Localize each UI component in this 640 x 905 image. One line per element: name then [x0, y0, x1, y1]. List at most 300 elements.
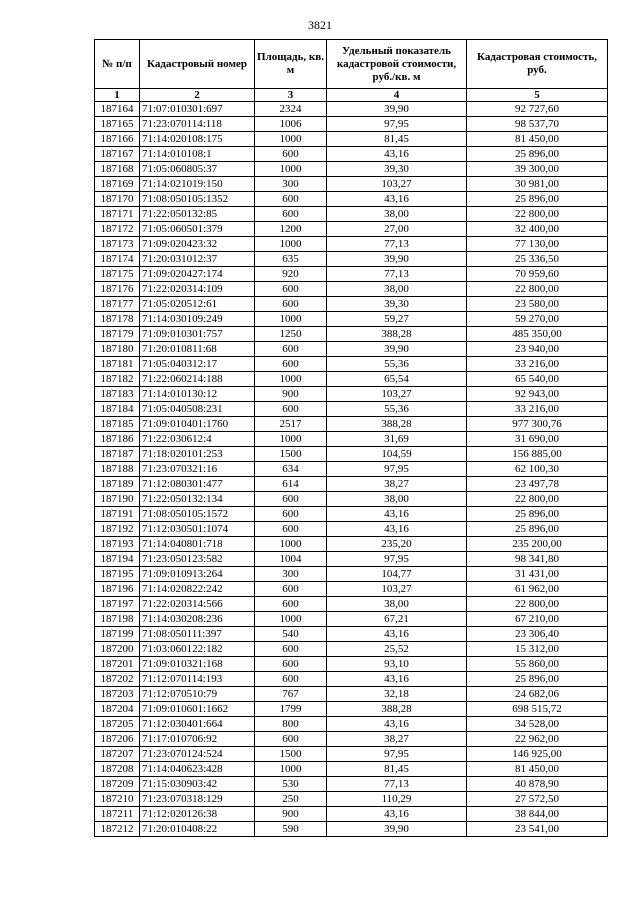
row-number-cell: 187180	[95, 342, 140, 357]
unit-rate-cell: 32,18	[327, 687, 467, 702]
unit-rate-cell: 43,16	[327, 192, 467, 207]
unit-rate-cell: 97,95	[327, 747, 467, 762]
area-cell: 1250	[255, 327, 327, 342]
cadastral-value-cell: 25 896,00	[467, 192, 608, 207]
cadastral-value-cell: 31 431,00	[467, 567, 608, 582]
cadastral-value-cell: 81 450,00	[467, 762, 608, 777]
unit-rate-cell: 77,13	[327, 237, 467, 252]
table-row	[95, 372, 608, 387]
row-number-cell: 187202	[95, 672, 140, 687]
row-number-cell: 187185	[95, 417, 140, 432]
row-number-cell: 187190	[95, 492, 140, 507]
unit-rate-cell: 38,00	[327, 282, 467, 297]
unit-rate-cell: 43,16	[327, 522, 467, 537]
unit-rate-cell: 38,00	[327, 492, 467, 507]
cadastral-value-cell: 33 216,00	[467, 402, 608, 417]
table-row	[95, 507, 608, 522]
row-number-cell: 187210	[95, 792, 140, 807]
cadastral-value-cell: 23 940,00	[467, 342, 608, 357]
header-cadastral-value: Кадастровая стоимость, руб.	[467, 40, 608, 89]
unit-rate-cell: 43,16	[327, 627, 467, 642]
unit-rate-cell: 235,20	[327, 537, 467, 552]
table-row	[95, 252, 608, 267]
area-cell: 600	[255, 597, 327, 612]
area-cell: 300	[255, 177, 327, 192]
table-header-row	[95, 40, 608, 89]
cadastral-number-cell: 71:12:070114:193	[140, 672, 255, 687]
column-number: 1	[95, 89, 140, 102]
cadastral-value-cell: 92 727,60	[467, 102, 608, 117]
row-number-cell: 187175	[95, 267, 140, 282]
unit-rate-cell: 39,30	[327, 297, 467, 312]
area-cell: 600	[255, 522, 327, 537]
cadastral-number-cell: 71:14:040623:428	[140, 762, 255, 777]
cadastral-number-cell: 71:23:070124:524	[140, 747, 255, 762]
cadastral-value-cell: 39 300,00	[467, 162, 608, 177]
row-number-cell: 187167	[95, 147, 140, 162]
table-row	[95, 267, 608, 282]
cadastral-number-cell: 71:14:020108:175	[140, 132, 255, 147]
row-number-cell: 187200	[95, 642, 140, 657]
row-number-cell: 187171	[95, 207, 140, 222]
cadastral-value-cell: 15 312,00	[467, 642, 608, 657]
cadastral-number-cell: 71:14:040801:718	[140, 537, 255, 552]
area-cell: 1000	[255, 762, 327, 777]
table-row	[95, 582, 608, 597]
cadastral-value-cell: 485 350,00	[467, 327, 608, 342]
cadastral-number-cell: 71:12:020126:38	[140, 807, 255, 822]
row-number-cell: 187169	[95, 177, 140, 192]
table-row	[95, 162, 608, 177]
cadastral-number-cell: 71:14:030208:236	[140, 612, 255, 627]
row-number-cell: 187203	[95, 687, 140, 702]
table-row	[95, 192, 608, 207]
unit-rate-cell: 38,00	[327, 597, 467, 612]
cadastral-value-cell: 23 541,00	[467, 822, 608, 837]
cadastral-number-cell: 71:23:070321:16	[140, 462, 255, 477]
row-number-cell: 187174	[95, 252, 140, 267]
row-number-cell: 187176	[95, 282, 140, 297]
row-number-cell: 187198	[95, 612, 140, 627]
row-number-cell: 187197	[95, 597, 140, 612]
table-row	[95, 477, 608, 492]
table-row	[95, 777, 608, 792]
cadastral-value-cell: 40 878,90	[467, 777, 608, 792]
unit-rate-cell: 27,00	[327, 222, 467, 237]
cadastral-number-cell: 71:14:010130:12	[140, 387, 255, 402]
cadastral-number-cell: 71:05:040508:231	[140, 402, 255, 417]
cadastral-number-cell: 71:22:030612:4	[140, 432, 255, 447]
area-cell: 1000	[255, 612, 327, 627]
unit-rate-cell: 97,95	[327, 462, 467, 477]
area-cell: 1799	[255, 702, 327, 717]
cadastral-number-cell: 71:14:020822:242	[140, 582, 255, 597]
table-row	[95, 207, 608, 222]
header-cadastral-number: Кадастровый номер	[140, 40, 255, 89]
area-cell: 600	[255, 192, 327, 207]
table-row	[95, 327, 608, 342]
table-row	[95, 522, 608, 537]
row-number-cell: 187191	[95, 507, 140, 522]
row-number-cell: 187206	[95, 732, 140, 747]
row-number-cell: 187170	[95, 192, 140, 207]
area-cell: 767	[255, 687, 327, 702]
table-row	[95, 492, 608, 507]
row-number-cell: 187186	[95, 432, 140, 447]
cadastral-value-cell: 23 306,40	[467, 627, 608, 642]
unit-rate-cell: 104,77	[327, 567, 467, 582]
row-number-cell: 187201	[95, 657, 140, 672]
cadastral-value-cell: 25 896,00	[467, 672, 608, 687]
table-row	[95, 657, 608, 672]
table-row	[95, 432, 608, 447]
cadastral-number-cell: 71:09:010913:264	[140, 567, 255, 582]
area-cell: 920	[255, 267, 327, 282]
cadastral-number-cell: 71:08:050111:397	[140, 627, 255, 642]
unit-rate-cell: 388,28	[327, 702, 467, 717]
table-row	[95, 792, 608, 807]
cadastral-value-cell: 81 450,00	[467, 132, 608, 147]
table-row	[95, 102, 608, 117]
cadastral-value-table	[94, 39, 608, 837]
table-row	[95, 282, 608, 297]
row-number-cell: 187207	[95, 747, 140, 762]
cadastral-number-cell: 71:08:050105:1352	[140, 192, 255, 207]
table-row	[95, 357, 608, 372]
cadastral-value-cell: 33 216,00	[467, 357, 608, 372]
unit-rate-cell: 39,90	[327, 822, 467, 837]
unit-rate-cell: 55,36	[327, 357, 467, 372]
table-row	[95, 627, 608, 642]
cadastral-value-cell: 25 336,50	[467, 252, 608, 267]
unit-rate-cell: 39,90	[327, 342, 467, 357]
cadastral-value-cell: 23 580,00	[467, 297, 608, 312]
unit-rate-cell: 77,13	[327, 777, 467, 792]
cadastral-value-cell: 67 210,00	[467, 612, 608, 627]
area-cell: 600	[255, 492, 327, 507]
cadastral-number-cell: 71:22:020314:566	[140, 597, 255, 612]
row-number-cell: 187188	[95, 462, 140, 477]
table-row	[95, 717, 608, 732]
cadastral-number-cell: 71:05:040312:17	[140, 357, 255, 372]
area-cell: 540	[255, 627, 327, 642]
unit-rate-cell: 43,16	[327, 717, 467, 732]
cadastral-number-cell: 71:22:050132:85	[140, 207, 255, 222]
cadastral-number-cell: 71:23:070318:129	[140, 792, 255, 807]
unit-rate-cell: 43,16	[327, 672, 467, 687]
row-number-cell: 187173	[95, 237, 140, 252]
unit-rate-cell: 25,52	[327, 642, 467, 657]
area-cell: 1006	[255, 117, 327, 132]
unit-rate-cell: 388,28	[327, 327, 467, 342]
table-row	[95, 552, 608, 567]
area-cell: 1004	[255, 552, 327, 567]
unit-rate-cell: 43,16	[327, 807, 467, 822]
unit-rate-cell: 43,16	[327, 507, 467, 522]
table-row	[95, 687, 608, 702]
cadastral-number-cell: 71:14:010108:1	[140, 147, 255, 162]
row-number-cell: 187177	[95, 297, 140, 312]
area-cell: 600	[255, 207, 327, 222]
area-cell: 900	[255, 807, 327, 822]
row-number-cell: 187165	[95, 117, 140, 132]
cadastral-value-cell: 977 300,76	[467, 417, 608, 432]
cadastral-number-cell: 71:17:010706:92	[140, 732, 255, 747]
area-cell: 600	[255, 402, 327, 417]
cadastral-number-cell: 71:05:020512:61	[140, 297, 255, 312]
area-cell: 1500	[255, 447, 327, 462]
cadastral-value-cell: 31 690,00	[467, 432, 608, 447]
area-cell: 1200	[255, 222, 327, 237]
unit-rate-cell: 39,30	[327, 162, 467, 177]
column-number: 2	[140, 89, 255, 102]
cadastral-value-cell: 22 800,00	[467, 282, 608, 297]
cadastral-value-cell: 59 270,00	[467, 312, 608, 327]
cadastral-value-cell: 24 682,06	[467, 687, 608, 702]
table-row	[95, 402, 608, 417]
column-number: 5	[467, 89, 608, 102]
row-number-cell: 187208	[95, 762, 140, 777]
row-number-cell: 187172	[95, 222, 140, 237]
cadastral-value-cell: 156 885,00	[467, 447, 608, 462]
cadastral-value-cell: 698 515,72	[467, 702, 608, 717]
unit-rate-cell: 93,10	[327, 657, 467, 672]
unit-rate-cell: 38,00	[327, 207, 467, 222]
cadastral-number-cell: 71:20:031012:37	[140, 252, 255, 267]
table-row	[95, 462, 608, 477]
area-cell: 635	[255, 252, 327, 267]
cadastral-number-cell: 71:09:010301:757	[140, 327, 255, 342]
row-number-cell: 187199	[95, 627, 140, 642]
area-cell: 600	[255, 342, 327, 357]
cadastral-number-cell: 71:12:070510:79	[140, 687, 255, 702]
cadastral-value-cell: 98 341,80	[467, 552, 608, 567]
row-number-cell: 187179	[95, 327, 140, 342]
cadastral-number-cell: 71:12:030501:1074	[140, 522, 255, 537]
row-number-cell: 187168	[95, 162, 140, 177]
table-row	[95, 132, 608, 147]
cadastral-value-cell: 25 896,00	[467, 147, 608, 162]
table-row	[95, 417, 608, 432]
area-cell: 600	[255, 732, 327, 747]
table-row	[95, 297, 608, 312]
unit-rate-cell: 97,95	[327, 552, 467, 567]
cadastral-value-cell: 38 844,00	[467, 807, 608, 822]
area-cell: 634	[255, 462, 327, 477]
cadastral-number-cell: 71:20:010408:22	[140, 822, 255, 837]
area-cell: 1000	[255, 162, 327, 177]
area-cell: 600	[255, 282, 327, 297]
cadastral-number-cell: 71:05:060805:37	[140, 162, 255, 177]
area-cell: 590	[255, 822, 327, 837]
cadastral-number-cell: 71:12:030401:664	[140, 717, 255, 732]
unit-rate-cell: 31,69	[327, 432, 467, 447]
table-row	[95, 822, 608, 837]
table-row	[95, 567, 608, 582]
area-cell: 600	[255, 672, 327, 687]
cadastral-number-cell: 71:23:050123:582	[140, 552, 255, 567]
table-row	[95, 342, 608, 357]
table-row	[95, 177, 608, 192]
area-cell: 600	[255, 507, 327, 522]
row-number-cell: 187166	[95, 132, 140, 147]
row-number-cell: 187189	[95, 477, 140, 492]
row-number-cell: 187195	[95, 567, 140, 582]
cadastral-value-cell: 77 130,00	[467, 237, 608, 252]
cadastral-number-cell: 71:22:020314:109	[140, 282, 255, 297]
area-cell: 2324	[255, 102, 327, 117]
page-number: 3821	[308, 18, 332, 32]
unit-rate-cell: 110,29	[327, 792, 467, 807]
cadastral-number-cell: 71:09:010601:1662	[140, 702, 255, 717]
column-number-row	[95, 89, 608, 102]
cadastral-value-cell: 65 540,00	[467, 372, 608, 387]
area-cell: 600	[255, 582, 327, 597]
area-cell: 250	[255, 792, 327, 807]
cadastral-number-cell: 71:09:020427:174	[140, 267, 255, 282]
unit-rate-cell: 103,27	[327, 387, 467, 402]
cadastral-number-cell: 71:05:060501:379	[140, 222, 255, 237]
row-number-cell: 187182	[95, 372, 140, 387]
unit-rate-cell: 81,45	[327, 132, 467, 147]
cadastral-value-cell: 62 100,30	[467, 462, 608, 477]
cadastral-number-cell: 71:20:010811:68	[140, 342, 255, 357]
area-cell: 614	[255, 477, 327, 492]
area-cell: 900	[255, 387, 327, 402]
table-row	[95, 762, 608, 777]
row-number-cell: 187178	[95, 312, 140, 327]
unit-rate-cell: 39,90	[327, 252, 467, 267]
row-number-cell: 187184	[95, 402, 140, 417]
unit-rate-cell: 67,21	[327, 612, 467, 627]
area-cell: 1000	[255, 237, 327, 252]
unit-rate-cell: 77,13	[327, 267, 467, 282]
table-row	[95, 702, 608, 717]
cadastral-value-cell: 23 497,78	[467, 477, 608, 492]
unit-rate-cell: 388,28	[327, 417, 467, 432]
cadastral-number-cell: 71:09:010401:1760	[140, 417, 255, 432]
header-unit-rate: Удельный показатель кадастровой стоимости, руб./кв. м	[327, 40, 467, 89]
unit-rate-cell: 65,54	[327, 372, 467, 387]
table-body	[95, 102, 608, 837]
table-row	[95, 447, 608, 462]
row-number-cell: 187212	[95, 822, 140, 837]
row-number-cell: 187205	[95, 717, 140, 732]
unit-rate-cell: 59,27	[327, 312, 467, 327]
cadastral-value-cell: 98 537,70	[467, 117, 608, 132]
table-row	[95, 612, 608, 627]
table-row	[95, 597, 608, 612]
area-cell: 1000	[255, 537, 327, 552]
area-cell: 1000	[255, 432, 327, 447]
table-row	[95, 312, 608, 327]
row-number-cell: 187211	[95, 807, 140, 822]
table-row	[95, 237, 608, 252]
area-cell: 800	[255, 717, 327, 732]
area-cell: 600	[255, 147, 327, 162]
table-row	[95, 747, 608, 762]
cadastral-number-cell: 71:22:050132:134	[140, 492, 255, 507]
area-cell: 530	[255, 777, 327, 792]
unit-rate-cell: 38,27	[327, 732, 467, 747]
column-number: 3	[255, 89, 327, 102]
area-cell: 1000	[255, 132, 327, 147]
cadastral-number-cell: 71:15:030903:42	[140, 777, 255, 792]
cadastral-number-cell: 71:12:080301:477	[140, 477, 255, 492]
area-cell: 600	[255, 297, 327, 312]
area-cell: 600	[255, 642, 327, 657]
unit-rate-cell: 38,27	[327, 477, 467, 492]
area-cell: 1000	[255, 312, 327, 327]
cadastral-number-cell: 71:23:070114:118	[140, 117, 255, 132]
row-number-cell: 187187	[95, 447, 140, 462]
header-row-number: № п/п	[95, 40, 140, 89]
table-row	[95, 642, 608, 657]
cadastral-number-cell: 71:18:020101:253	[140, 447, 255, 462]
cadastral-value-cell: 25 896,00	[467, 507, 608, 522]
cadastral-value-cell: 146 925,00	[467, 747, 608, 762]
cadastral-value-cell: 27 572,50	[467, 792, 608, 807]
cadastral-value-cell: 22 800,00	[467, 597, 608, 612]
cadastral-number-cell: 71:08:050105:1572	[140, 507, 255, 522]
area-cell: 2517	[255, 417, 327, 432]
table-row	[95, 117, 608, 132]
area-cell: 600	[255, 657, 327, 672]
unit-rate-cell: 103,27	[327, 582, 467, 597]
cadastral-value-cell: 30 981,00	[467, 177, 608, 192]
cadastral-value-cell: 22 800,00	[467, 207, 608, 222]
cadastral-number-cell: 71:14:030109:249	[140, 312, 255, 327]
area-cell: 600	[255, 357, 327, 372]
unit-rate-cell: 104,59	[327, 447, 467, 462]
table-row	[95, 222, 608, 237]
row-number-cell: 187181	[95, 357, 140, 372]
cadastral-value-cell: 61 962,00	[467, 582, 608, 597]
unit-rate-cell: 55,36	[327, 402, 467, 417]
table-row	[95, 732, 608, 747]
row-number-cell: 187209	[95, 777, 140, 792]
area-cell: 1000	[255, 372, 327, 387]
cadastral-value-cell: 235 200,00	[467, 537, 608, 552]
unit-rate-cell: 97,95	[327, 117, 467, 132]
cadastral-number-cell: 71:09:010321:168	[140, 657, 255, 672]
cadastral-value-cell: 92 943,00	[467, 387, 608, 402]
unit-rate-cell: 81,45	[327, 762, 467, 777]
unit-rate-cell: 103,27	[327, 177, 467, 192]
table-row	[95, 147, 608, 162]
row-number-cell: 187194	[95, 552, 140, 567]
cadastral-value-cell: 22 962,00	[467, 732, 608, 747]
table-row	[95, 672, 608, 687]
cadastral-number-cell: 71:03:060122:182	[140, 642, 255, 657]
cadastral-value-cell: 70 959,60	[467, 267, 608, 282]
cadastral-value-cell: 34 528,00	[467, 717, 608, 732]
cadastral-value-cell: 55 860,00	[467, 657, 608, 672]
cadastral-value-cell: 22 800,00	[467, 492, 608, 507]
area-cell: 1500	[255, 747, 327, 762]
unit-rate-cell: 43,16	[327, 147, 467, 162]
table-row	[95, 537, 608, 552]
column-number: 4	[327, 89, 467, 102]
area-cell: 300	[255, 567, 327, 582]
row-number-cell: 187192	[95, 522, 140, 537]
row-number-cell: 187204	[95, 702, 140, 717]
cadastral-value-cell: 32 400,00	[467, 222, 608, 237]
row-number-cell: 187193	[95, 537, 140, 552]
header-area: Площадь, кв. м	[255, 40, 327, 89]
row-number-cell: 187164	[95, 102, 140, 117]
row-number-cell: 187196	[95, 582, 140, 597]
